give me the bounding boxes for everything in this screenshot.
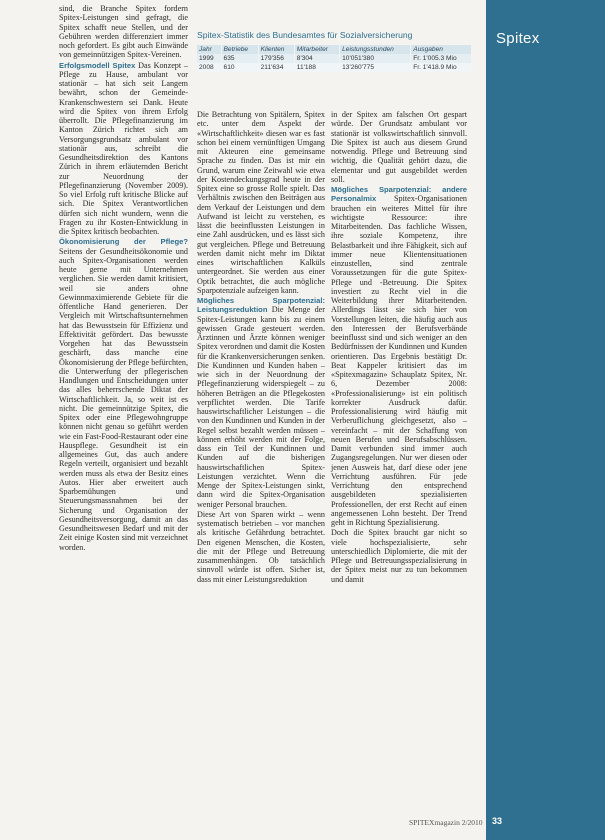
heading-erfolgsmodell: Erfolgsmodell Spitex bbox=[59, 60, 139, 70]
table-cell: 635 bbox=[221, 54, 258, 63]
heading-leistungsreduktion: Mögliches Sparpotenzial: Leistungsreduktion bbox=[197, 296, 325, 315]
table-cell: 11'188 bbox=[294, 63, 339, 72]
col2-para-2 bbox=[197, 296, 325, 509]
column-header: Klienten bbox=[258, 45, 294, 54]
heading-oekonomisierung: Ökonomisierung der Pflege? bbox=[59, 237, 188, 247]
table-cell: 8'304 bbox=[294, 54, 339, 63]
statistics-title: Spitex-Statistik des Bundesamtes für Sozialversicherung bbox=[197, 30, 413, 40]
table-cell: 211'634 bbox=[258, 63, 294, 72]
text-column-2 bbox=[197, 110, 325, 585]
col2-para-1: Die Betrachtung von Spitälern, Spitex etc. unter dem Aspekt der «Wirtschaftlichkeit» diesen war es fast schon bei einem vernünftigen Umgang mit Akteuren eine gemeinsame Sprache zu finden. Das ist mir ein Grund, warum eine Zeitwahl wie etwa der Kostendeckungsgrad heute in der Spitex eine so grosse Rolle spielt. Das Verhältnis zwischen den Beiträgen aus dem Verkauf der Leistungen und dem Aufwand ist leicht zu verstehen, es lässt die beeinflussten Leistungen in eine Zahl ausdrücken, und es lässt sich gut vergleichen. Pflege und Betreuung werden damit nicht mehr im Diktat eines wirtschaftlichen Kalküls untergeordnet. Sie werden aus einer Optik betrachtet, die auch mögliche Sparpotenziale aufzeigen kann. bbox=[197, 110, 325, 295]
page-number: 33 bbox=[492, 816, 503, 826]
column-header: Ausgaben bbox=[411, 45, 472, 54]
col1-para-2 bbox=[59, 61, 188, 237]
table-row bbox=[197, 63, 472, 72]
table-cell: 610 bbox=[221, 63, 258, 72]
footer-publication: SPITEXmagazin 2/2010 bbox=[409, 818, 483, 827]
table-cell: Fr. 1'418.9 Mio bbox=[411, 63, 472, 72]
table-cell: Fr. 1'005.3 Mio bbox=[411, 54, 472, 63]
column-header: Betriebe bbox=[221, 45, 258, 54]
text-column-1 bbox=[59, 4, 188, 553]
section-sidebar bbox=[486, 0, 605, 840]
col1-para-3 bbox=[59, 237, 188, 552]
section-title: Spitex bbox=[496, 30, 540, 47]
col3-para-1: in der Spitex am falschen Ort gespart würde. Der Grundsatz ambulant vor stationär ist volkswirtschaftlich sinnvoll. Die Spitex ist auch aus diesem Grund notwendig. Pflege und Betreuung sind wichtig, die Qualität gehört dazu, die elementar und gut ausgebildet werden soll. bbox=[331, 110, 467, 184]
col2-para-3: Diese Art von Sparen wirkt – wenn systematisch betrieben – vor manchen als kritische Gefährdung betrachtet. Den eigenen Menschen, die Kosten, die mit der Pflege und Betreuung zusammenhängen. Ob tatsächlich sinnvoll würde ist offen. Sicher ist, dass mit einer Leistungsreduktion bbox=[197, 509, 325, 584]
col3-para-3: Doch die Spitex braucht gar nicht so viele hochspezialisierte, sehr unterschiedlich Diplomierte, die mit der Pflege und Betreuungsspezialisierung in der Spitex meist nur zu tun bekommen und damit bbox=[331, 528, 467, 584]
table-cell: 1999 bbox=[197, 54, 221, 63]
column-header: Mitarbeiter bbox=[294, 45, 339, 54]
column-header: Leistungsstunden bbox=[340, 45, 411, 54]
col2-para-2-text: Die Menge der Spitex-Leistungen kann bis zu einem gewissen Grade gesteuert werden. Ärztinnen und Ärzte können weniger Spitex verordnen und damit die Kosten für die Krankenversicherungen senken. Die Kundinnen und Kunden haben – wie sich in der Neuordnung der Pflegefinanzierung widerspiegelt – zu höheren Beträgen an die Pflegekosten verpflichtet werden. Die Tarife hauswirtschaftlicher Leistungen – die von den Kundinnen und Kunden in der Regel selbst bezahlt werden müssen – können erhöht werden mit der Folge, dass ein Teil der Kundinnen und Kunden auf die bisherigen hauswirtschaftlichen Spitex-Leistungen verzichtet. Wenn die Menge der Spitex-Leistungen sinkt, dann wird die Spitex-Organisation weniger Personal brauchen. bbox=[197, 305, 325, 509]
text-column-3 bbox=[331, 110, 467, 585]
table-row bbox=[197, 54, 472, 63]
column-header: Jahr bbox=[197, 45, 221, 54]
table-cell: 13'260'775 bbox=[340, 63, 411, 72]
table-cell: 2008 bbox=[197, 63, 221, 72]
col1-para-1: sind, die Branche Spitex fordern Spitex-Leistungen sind gefragt, die Spitex schafft neue Stellen, und der Gebühren werden differenziert immer noch gefordert. Es gibt auch Einwände von gemeinnützigen Spitex-Vereinen. bbox=[59, 4, 188, 60]
heading-personalmix: Mögliches Sparpotenzial: andere Personalmix bbox=[331, 185, 467, 204]
statistics-table bbox=[197, 45, 472, 72]
statistics-header-row bbox=[197, 45, 472, 54]
table-cell: 10'051'380 bbox=[340, 54, 411, 63]
statistics-box bbox=[197, 30, 472, 72]
col1-para-2-text: Das Konzept – Pflege zu Hause, ambulant vor stationär – hat sich seit Langem bewährt, schon der Gemeinde-Krankenschwestern sei Dank. Heute wird die Spitex von ihrem Erfolg überrollt. Die Pflegefinanzierung im Kanton Zürich richtet sich am Versorgungsgrundsatz ambulant vor stationär aus, schreibt die Gesundheitsdirektion des Kantons Zürich in ihrem erläuternden Bericht zur Neuordnung der Pflegefinanzierung (November 2009). So viel Erfolg ruft kritische Blicke auf sich. Die Spitex Verantwortlichen dürfen sich nicht wundern, wenn die Fragen zu ihr Kosten-Entwicklung in die Spitex kritisch beobachten. bbox=[59, 60, 188, 236]
col1-para-3-text: Seitens der Gesundheitsökonomie und auch Spitex-Organisationen werden heute gerne mit Unternehmen verglichen. Sie werden damit kritisiert, weil sie anders ohne Gewinnmaximierende Gebiete für die öffentliche Hand generieren. Der Vergleich mit Wirtschaftsunternehmen hat das Bewusstsein für Effizienz und Effektivität gefördert. Das bewusste Vorgehen hat das Bewusstsein geschärft, dass manche eine Ökonomisierung der Pflege befürchten, die Unterwerfung der pflegerischen Handlungen und Entscheidungen unter das alles beherrschende Diktat der Wirtschaftlichkeit. Ja, so weit ist es nicht. Die gemeinnützige Spitex, die Spitex oder eine Pflegewohngruppe können nicht genau so geführt werden wie ein Fast-Food-Restaurant oder eine Hauspflege. Gesundheit ist ein allgemeines Gut, das auch andere Regeln verteilt, organisiert und bezahlt werden muss als etwa der Besitz eines Autos. Hier aber erweitert auch Sparbemühungen und Steuerungsmassnahmen bei der Sicherung und Organisation der Gesundheitsversorgung, damit an das Gesundheitswesen Bedarf und mit der Zeit einige Kosten sind mit verzeichnet worden. bbox=[59, 246, 188, 552]
table-cell: 179'356 bbox=[258, 54, 294, 63]
col3-para-2-text: Spitex-Organisationen brauchen ein weiteres Mittel für ihre wichtigste Ressource: ihre Mitarbeitenden. Das fachliche Wissen, ihre soziale Kompetenz, ihre Belastbarkeit und ihre Fähigkeit, sich auf immer neue Klientensituationen einzustellen, sind zentrale Voraussetzungen für die gute Spitex-Pflege und -Betreuung. Die Spitex investiert zu Recht viel in die Weiterbildung ihrer Mitarbeitenden. Allerdings lässt sie sich hier von Vorstellungen leiten, die häufig auch aus den Interessen der Berufsverbände beeinflusst sind und sich weniger an den Bedürfnissen der Kundinnen und Kunden orientieren. Das Ergebnis bestätigt Dr. Beat Kappeler kritisiert das im «Spitexmagazin» Schauplatz Spitex, Nr. 6, Dezember 2008: «Professionalisierung» ist ein politisch korrekter Ausdruck dafür. Professionalisierung wird häufig mit Verberuflichung gleichgesetzt, also – vereinfacht – mit der Schaffung von neuen Berufen und Berufsabschlüssen. Damit verbunden sind immer auch Zugangsregelungen. Nur wer diesen oder jenen Ausweis hat, darf diese oder jene Verrichtung ausführen. Für jede Verrichtung den entsprechend ausgebildeten spezialisierten Professionellen, der erst Recht auf einen angemessenen Lohn besteht. Der Trend geht in Richtung Spezialisierung. bbox=[331, 194, 467, 527]
col3-para-2 bbox=[331, 185, 467, 527]
